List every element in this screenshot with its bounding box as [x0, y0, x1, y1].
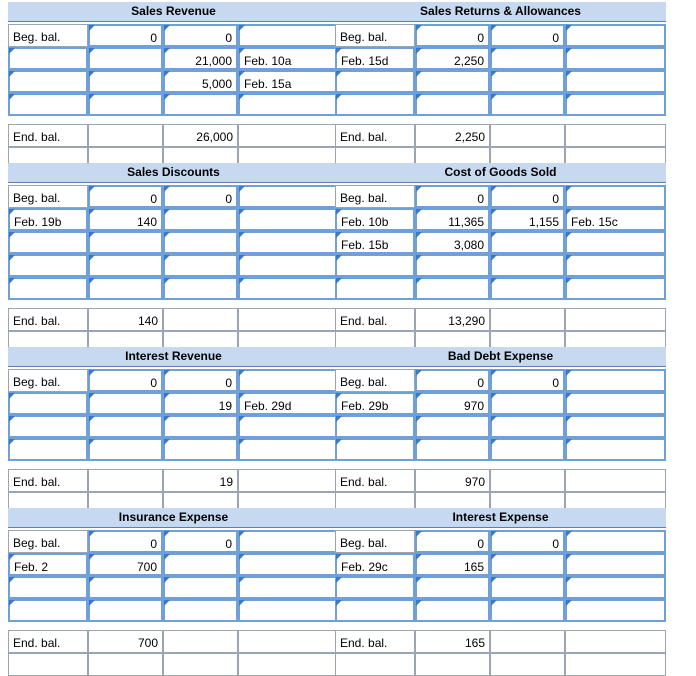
- credit-label-field[interactable]: Feb. 15a: [238, 70, 339, 93]
- credit-label-field[interactable]: [565, 576, 666, 599]
- debit-amount-field[interactable]: 0: [415, 185, 490, 208]
- debit-amount-field[interactable]: 3,080: [415, 231, 490, 254]
- end-balance-label: End. bal.: [8, 308, 88, 331]
- credit-amount-field[interactable]: 0: [163, 530, 238, 553]
- debit-label-field[interactable]: [335, 254, 415, 277]
- end-balance-credit-label: [565, 630, 666, 653]
- ledger-row: [8, 438, 339, 461]
- debit-amount-field[interactable]: [415, 93, 490, 116]
- debit-amount-field[interactable]: 0: [415, 24, 490, 47]
- debit-label-field: Beg. bal.: [8, 24, 88, 47]
- ending-balance-row: [8, 630, 339, 653]
- credit-label-field[interactable]: [238, 576, 339, 599]
- ledger-row: [8, 231, 339, 254]
- credit-label-field[interactable]: [238, 93, 339, 116]
- debit-label-field[interactable]: Feb. 10b: [335, 208, 415, 231]
- debit-label-field[interactable]: [8, 254, 88, 277]
- debit-label-field[interactable]: [335, 438, 415, 461]
- ledger-row: [8, 392, 339, 415]
- ledger-row: [335, 208, 666, 231]
- ledger-row: [335, 553, 666, 576]
- credit-label-field[interactable]: [565, 415, 666, 438]
- ledger-row: [335, 93, 666, 116]
- credit-amount-field[interactable]: [490, 277, 565, 300]
- end-balance-label: End. bal.: [335, 630, 415, 653]
- debit-label-field[interactable]: [335, 277, 415, 300]
- end-balance-label: End. bal.: [8, 469, 88, 492]
- credit-amount-field[interactable]: 21,000: [163, 47, 238, 70]
- credit-label-field[interactable]: [565, 369, 666, 392]
- credit-amount-field[interactable]: [163, 231, 238, 254]
- ledger-row: [335, 438, 666, 461]
- credit-label-field[interactable]: [238, 277, 339, 300]
- ledger-row: [335, 415, 666, 438]
- account-title: Cost of Goods Sold: [335, 163, 666, 183]
- account-title: Sales Discounts: [8, 163, 339, 183]
- debit-label-field[interactable]: Feb. 29b: [335, 392, 415, 415]
- credit-amount-field[interactable]: [163, 93, 238, 116]
- end-balance-label: End. bal.: [8, 630, 88, 653]
- debit-amount-field[interactable]: 0: [415, 369, 490, 392]
- ledger-row: [8, 530, 339, 553]
- credit-amount-field[interactable]: [490, 415, 565, 438]
- credit-amount-field[interactable]: 0: [490, 369, 565, 392]
- debit-amount-field[interactable]: [415, 254, 490, 277]
- debit-label-field: Beg. bal.: [335, 185, 415, 208]
- debit-label-field[interactable]: [8, 70, 88, 93]
- end-balance-credit-label: [565, 308, 666, 331]
- debit-label-field: Beg. bal.: [335, 530, 415, 553]
- debit-amount-field[interactable]: 0: [88, 369, 163, 392]
- credit-label-field[interactable]: [565, 530, 666, 553]
- account-interest-expense: [335, 508, 666, 676]
- ending-balance-row: [8, 308, 339, 331]
- blank-cell: [163, 653, 238, 676]
- credit-label-field[interactable]: [565, 231, 666, 254]
- account-cost-of-goods-sold: [335, 163, 666, 354]
- credit-label-field[interactable]: [565, 24, 666, 47]
- debit-amount-field[interactable]: 970: [415, 392, 490, 415]
- credit-label-field[interactable]: [565, 277, 666, 300]
- end-balance-debit: 165: [415, 630, 490, 653]
- credit-label-field[interactable]: [238, 231, 339, 254]
- debit-amount-field[interactable]: 165: [415, 553, 490, 576]
- credit-label-field[interactable]: [238, 599, 339, 622]
- account-bad-debt-expense: [335, 347, 666, 515]
- end-balance-label: End. bal.: [335, 308, 415, 331]
- blank-cell: [415, 653, 490, 676]
- debit-label-field[interactable]: Feb. 29c: [335, 553, 415, 576]
- ledger-row: [335, 576, 666, 599]
- debit-amount-field[interactable]: [415, 576, 490, 599]
- end-balance-debit: [88, 124, 163, 147]
- account-interest-revenue: [8, 347, 339, 515]
- ledger-row: [8, 553, 339, 576]
- blank-cell: [335, 653, 415, 676]
- credit-label-field[interactable]: [238, 369, 339, 392]
- end-balance-debit: 2,250: [415, 124, 490, 147]
- end-balance-credit: [490, 308, 565, 331]
- end-balance-debit: [88, 469, 163, 492]
- debit-amount-field[interactable]: [415, 415, 490, 438]
- debit-amount-field[interactable]: 2,250: [415, 47, 490, 70]
- debit-amount-field[interactable]: [88, 254, 163, 277]
- credit-label-field[interactable]: [565, 93, 666, 116]
- ledger-row: [8, 599, 339, 622]
- credit-label-field[interactable]: [565, 47, 666, 70]
- ending-balance-row: [8, 124, 339, 147]
- ledger-row: [8, 254, 339, 277]
- debit-amount-field[interactable]: 0: [88, 24, 163, 47]
- debit-label-field[interactable]: Feb. 19b: [8, 208, 88, 231]
- credit-amount-field[interactable]: [163, 576, 238, 599]
- debit-amount-field[interactable]: [415, 438, 490, 461]
- credit-label-field[interactable]: Feb. 10a: [238, 47, 339, 70]
- credit-label-field[interactable]: [238, 24, 339, 47]
- account-title: Sales Returns & Allowances: [335, 2, 666, 22]
- debit-label-field[interactable]: Feb. 15b: [335, 231, 415, 254]
- end-balance-label: End. bal.: [335, 124, 415, 147]
- credit-amount-field[interactable]: [490, 438, 565, 461]
- credit-amount-field[interactable]: 1,155: [490, 208, 565, 231]
- debit-amount-field[interactable]: [88, 392, 163, 415]
- credit-label-field[interactable]: [238, 438, 339, 461]
- debit-label-field[interactable]: [335, 415, 415, 438]
- credit-label-field[interactable]: Feb. 15c: [565, 208, 666, 231]
- account-title: Sales Revenue: [8, 2, 339, 22]
- end-balance-credit-label: [565, 469, 666, 492]
- ledger-row: [8, 93, 339, 116]
- end-balance-credit: [490, 469, 565, 492]
- credit-amount-field[interactable]: [490, 231, 565, 254]
- debit-label-field[interactable]: [8, 415, 88, 438]
- debit-label-field[interactable]: Feb. 2: [8, 553, 88, 576]
- credit-amount-field[interactable]: [490, 254, 565, 277]
- debit-amount-field[interactable]: [88, 231, 163, 254]
- credit-label-field[interactable]: [238, 553, 339, 576]
- debit-amount-field[interactable]: 140: [88, 208, 163, 231]
- ending-balance-row: [8, 469, 339, 492]
- credit-amount-field[interactable]: [490, 70, 565, 93]
- debit-label-field[interactable]: [8, 576, 88, 599]
- debit-amount-field[interactable]: 0: [88, 530, 163, 553]
- ledger-row: [8, 70, 339, 93]
- credit-amount-field[interactable]: [163, 438, 238, 461]
- debit-label-field[interactable]: [8, 392, 88, 415]
- end-balance-credit: [490, 124, 565, 147]
- ledger-row: [335, 599, 666, 622]
- credit-amount-field[interactable]: [490, 47, 565, 70]
- debit-amount-field[interactable]: [88, 70, 163, 93]
- ledger-row: [8, 415, 339, 438]
- credit-label-field[interactable]: [565, 553, 666, 576]
- credit-label-field[interactable]: [238, 208, 339, 231]
- ledger-row: [8, 24, 339, 47]
- credit-label-field[interactable]: [238, 185, 339, 208]
- credit-amount-field[interactable]: 0: [163, 185, 238, 208]
- end-balance-credit-label: [238, 308, 339, 331]
- account-title: Interest Revenue: [8, 347, 339, 367]
- credit-amount-field[interactable]: [163, 277, 238, 300]
- end-balance-credit-label: [238, 469, 339, 492]
- end-balance-debit: 970: [415, 469, 490, 492]
- ending-balance-row: [335, 469, 666, 492]
- end-balance-credit: 19: [163, 469, 238, 492]
- debit-label-field[interactable]: [8, 599, 88, 622]
- credit-label-field[interactable]: [565, 392, 666, 415]
- ledger-row: [8, 277, 339, 300]
- account-title: Insurance Expense: [8, 508, 339, 528]
- blank-cell: [565, 653, 666, 676]
- end-balance-label: End. bal.: [8, 124, 88, 147]
- debit-label-field[interactable]: [8, 47, 88, 70]
- credit-amount-field[interactable]: [490, 576, 565, 599]
- credit-amount-field[interactable]: [163, 599, 238, 622]
- blank-cell: [8, 653, 88, 676]
- end-balance-debit: 140: [88, 308, 163, 331]
- debit-label-field: Beg. bal.: [8, 530, 88, 553]
- debit-label-field: Beg. bal.: [8, 185, 88, 208]
- credit-label-field[interactable]: [238, 254, 339, 277]
- credit-amount-field[interactable]: 0: [163, 369, 238, 392]
- debit-label-field[interactable]: [335, 599, 415, 622]
- end-balance-credit: [163, 630, 238, 653]
- ledger-row: [335, 231, 666, 254]
- debit-label-field[interactable]: [8, 277, 88, 300]
- blank-cell: [490, 653, 565, 676]
- ledger-row: [335, 369, 666, 392]
- end-balance-debit: 13,290: [415, 308, 490, 331]
- debit-label-field[interactable]: Feb. 15d: [335, 47, 415, 70]
- end-balance-credit: 26,000: [163, 124, 238, 147]
- credit-label-field[interactable]: [565, 599, 666, 622]
- credit-amount-field[interactable]: [163, 208, 238, 231]
- debit-amount-field[interactable]: [88, 93, 163, 116]
- ledger-row: [335, 24, 666, 47]
- blank-row: [8, 653, 339, 676]
- debit-amount-field[interactable]: [415, 599, 490, 622]
- debit-label-field: Beg. bal.: [335, 24, 415, 47]
- debit-amount-field[interactable]: [88, 277, 163, 300]
- ledger-row: [8, 369, 339, 392]
- credit-amount-field[interactable]: [163, 254, 238, 277]
- debit-amount-field[interactable]: 700: [88, 553, 163, 576]
- credit-amount-field[interactable]: 0: [163, 24, 238, 47]
- account-sales-discounts: [8, 163, 339, 354]
- end-balance-credit-label: [238, 630, 339, 653]
- ledger-row: [335, 47, 666, 70]
- credit-label-field[interactable]: [238, 530, 339, 553]
- credit-amount-field[interactable]: [490, 553, 565, 576]
- debit-label-field: Beg. bal.: [8, 369, 88, 392]
- account-title: Interest Expense: [335, 508, 666, 528]
- end-balance-credit: [163, 308, 238, 331]
- ledger-row: [335, 277, 666, 300]
- debit-amount-field[interactable]: 11,365: [415, 208, 490, 231]
- ending-balance-row: [335, 308, 666, 331]
- ledger-row: [335, 185, 666, 208]
- debit-amount-field[interactable]: [415, 70, 490, 93]
- debit-label-field[interactable]: [335, 576, 415, 599]
- credit-amount-field[interactable]: 5,000: [163, 70, 238, 93]
- credit-amount-field[interactable]: [490, 93, 565, 116]
- account-insurance-expense: [8, 508, 339, 676]
- ledger-row: [335, 254, 666, 277]
- credit-amount-field[interactable]: [163, 415, 238, 438]
- credit-label-field[interactable]: [565, 70, 666, 93]
- ending-balance-row: [335, 630, 666, 653]
- debit-label-field[interactable]: [8, 438, 88, 461]
- credit-amount-field[interactable]: 0: [490, 185, 565, 208]
- credit-label-field[interactable]: [565, 185, 666, 208]
- debit-amount-field[interactable]: 0: [88, 185, 163, 208]
- ledger-row: [8, 47, 339, 70]
- debit-amount-field[interactable]: [88, 576, 163, 599]
- debit-amount-field[interactable]: [88, 438, 163, 461]
- ledger-row: [8, 576, 339, 599]
- debit-label-field[interactable]: [335, 70, 415, 93]
- account-title: Bad Debt Expense: [335, 347, 666, 367]
- credit-amount-field[interactable]: 0: [490, 530, 565, 553]
- end-balance-label: End. bal.: [335, 469, 415, 492]
- debit-amount-field[interactable]: [88, 599, 163, 622]
- ledger-row: [335, 530, 666, 553]
- ledger-row: [8, 208, 339, 231]
- end-balance-debit: 700: [88, 630, 163, 653]
- debit-label-field[interactable]: [335, 93, 415, 116]
- ledger-row: [335, 70, 666, 93]
- credit-amount-field[interactable]: [490, 599, 565, 622]
- debit-label-field[interactable]: [8, 231, 88, 254]
- credit-label-field[interactable]: [565, 254, 666, 277]
- account-sales-returns-allowances: [335, 2, 666, 170]
- credit-label-field[interactable]: Feb. 29d: [238, 392, 339, 415]
- debit-amount-field[interactable]: [415, 277, 490, 300]
- credit-amount-field[interactable]: [163, 553, 238, 576]
- end-balance-credit: [490, 630, 565, 653]
- credit-amount-field[interactable]: 0: [490, 24, 565, 47]
- blank-cell: [238, 653, 339, 676]
- debit-label-field[interactable]: [8, 93, 88, 116]
- credit-label-field[interactable]: [238, 415, 339, 438]
- ledger-row: [335, 392, 666, 415]
- blank-row: [335, 653, 666, 676]
- debit-amount-field[interactable]: [88, 415, 163, 438]
- debit-label-field: Beg. bal.: [335, 369, 415, 392]
- credit-amount-field[interactable]: [490, 392, 565, 415]
- ending-balance-row: [335, 124, 666, 147]
- blank-cell: [88, 653, 163, 676]
- credit-label-field[interactable]: [565, 438, 666, 461]
- account-sales-revenue: [8, 2, 339, 170]
- debit-amount-field[interactable]: [88, 47, 163, 70]
- end-balance-credit-label: [565, 124, 666, 147]
- debit-amount-field[interactable]: 0: [415, 530, 490, 553]
- credit-amount-field[interactable]: 19: [163, 392, 238, 415]
- end-balance-credit-label: [238, 124, 339, 147]
- ledger-row: [8, 185, 339, 208]
